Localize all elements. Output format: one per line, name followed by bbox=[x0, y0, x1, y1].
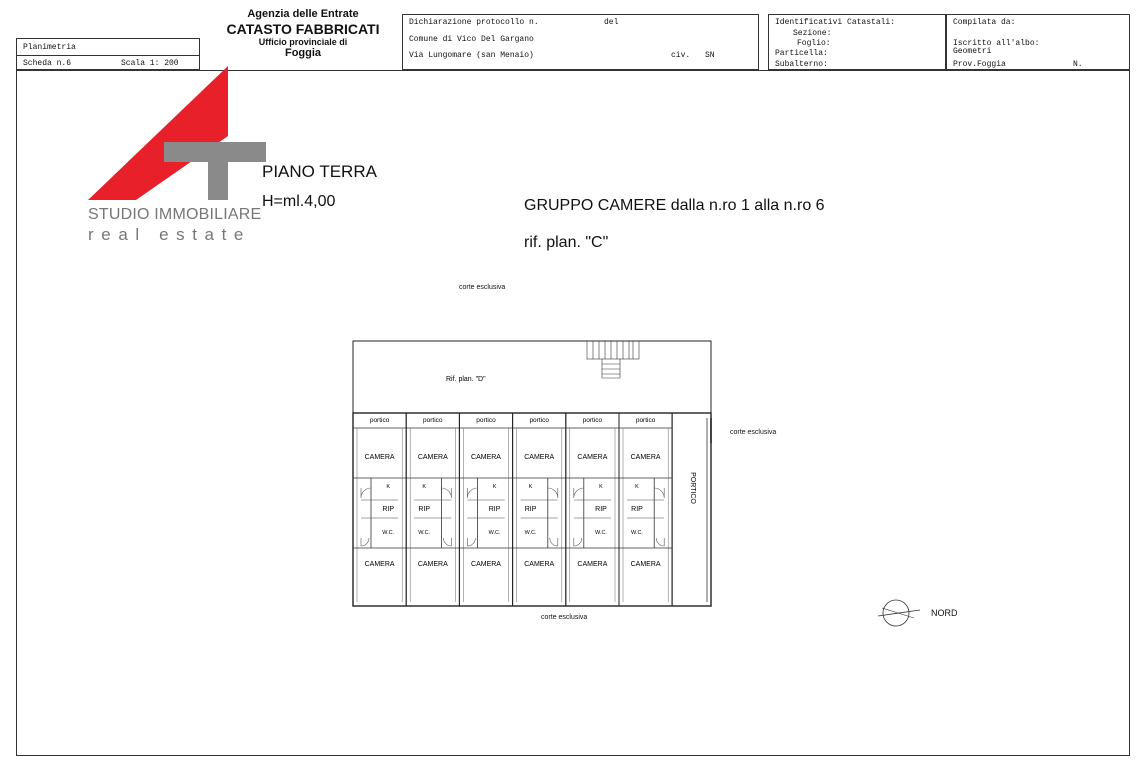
catasto-title: CATASTO FABBRICATI bbox=[226, 21, 380, 37]
floor-plan bbox=[350, 338, 720, 612]
subalterno-label: Subalterno: bbox=[775, 60, 828, 69]
profession-label: Geometri bbox=[953, 47, 992, 56]
logo-studio-text: STUDIO IMMOBILIARE bbox=[88, 206, 262, 223]
unit-outline bbox=[459, 413, 512, 606]
address-label: Via Lungomare (san Menaio) bbox=[409, 51, 534, 60]
door-arc-icon bbox=[656, 538, 664, 546]
corte-top-label: corte esclusiva bbox=[459, 284, 506, 291]
room-unit-6 bbox=[619, 413, 672, 606]
unit-rip-label: RIP bbox=[524, 506, 537, 513]
unit-outline bbox=[406, 413, 459, 606]
comune-label: Comune di Vico Del Gargano bbox=[409, 35, 534, 44]
door-arc-icon bbox=[361, 488, 371, 498]
protocol-label: Dichiarazione protocollo n. bbox=[409, 18, 539, 27]
upper-area bbox=[353, 341, 711, 413]
unit-outline bbox=[353, 413, 406, 606]
del-label: del bbox=[604, 18, 619, 27]
door-arc-icon bbox=[654, 488, 664, 498]
scale-label: Scala 1: 200 bbox=[121, 59, 179, 68]
room-unit-1 bbox=[353, 413, 406, 606]
unit-room-bottom-label: CAMERA bbox=[524, 561, 555, 568]
unit-room-bottom-label: CAMERA bbox=[364, 561, 395, 568]
side-portico-label: PORTICO bbox=[689, 472, 696, 504]
rooms-layer bbox=[353, 413, 672, 606]
unit-room-top-label: CAMERA bbox=[630, 454, 661, 461]
unit-porch-label: portico bbox=[423, 417, 443, 424]
height-label: H=ml.4,00 bbox=[262, 193, 336, 210]
unit-rip-label: RIP bbox=[418, 506, 431, 513]
unit-room-top-label: CAMERA bbox=[471, 454, 501, 461]
door-arc-icon bbox=[548, 488, 558, 498]
unit-room-bottom-label: CAMERA bbox=[630, 561, 661, 568]
unit-k-label: K bbox=[386, 484, 391, 490]
foglio-label: Foglio: bbox=[797, 39, 831, 48]
unit-k-label: K bbox=[492, 484, 497, 490]
particella-label: Particella: bbox=[775, 49, 828, 58]
cadastral-title: Identificativi Catastali: bbox=[775, 18, 896, 27]
compiler-title: Compilata da: bbox=[953, 18, 1016, 27]
unit-room-top-label: CAMERA bbox=[364, 454, 395, 461]
unit-wc-label: W.C. bbox=[488, 530, 501, 536]
logo-grey-stem bbox=[208, 142, 228, 200]
civ-label: civ. bbox=[671, 51, 691, 60]
corte-bottom-label: corte esclusiva bbox=[541, 614, 588, 621]
unit-wc-label: W.C. bbox=[631, 530, 643, 536]
door-arc-icon bbox=[443, 538, 451, 546]
north-arrow-icon bbox=[874, 598, 924, 628]
room-unit-2 bbox=[406, 413, 459, 606]
unit-rip-label: RIP bbox=[382, 506, 395, 513]
sheet-number: Scheda n.6 bbox=[23, 59, 72, 68]
logo-real-estate-text: real estate bbox=[88, 225, 251, 244]
unit-porch-label: portico bbox=[635, 417, 656, 424]
unit-rip-label: RIP bbox=[595, 506, 607, 513]
unit-k-label: K bbox=[422, 484, 427, 490]
room-unit-5 bbox=[566, 413, 619, 606]
province-label: Prov.Foggia bbox=[953, 60, 1006, 69]
unit-wc-label: W.C. bbox=[524, 530, 537, 536]
door-arc-icon bbox=[574, 538, 582, 546]
unit-room-bottom-label: CAMERA bbox=[471, 561, 501, 568]
unit-rip-label: RIP bbox=[631, 506, 643, 513]
cadastral-box bbox=[768, 14, 946, 70]
unit-porch-label: portico bbox=[476, 417, 496, 424]
door-arc-icon bbox=[550, 538, 558, 546]
unit-porch-label: portico bbox=[369, 417, 390, 424]
unit-porch-label: portico bbox=[582, 417, 603, 424]
sezione-label: Sezione: bbox=[793, 29, 832, 38]
civ-value: SN bbox=[705, 51, 715, 60]
unit-rip-label: RIP bbox=[488, 506, 501, 513]
upper-area-reference: Rif. plan. "D" bbox=[446, 376, 486, 383]
unit-wc-label: W.C. bbox=[418, 530, 431, 536]
unit-outline bbox=[566, 413, 619, 606]
unit-wc-label: W.C. bbox=[595, 530, 607, 536]
header-left-divider bbox=[17, 55, 199, 56]
logo-red-triangle bbox=[88, 66, 228, 200]
compiler-box bbox=[946, 14, 1130, 70]
unit-k-label: K bbox=[528, 484, 533, 490]
door-arc-icon bbox=[574, 488, 584, 498]
unit-k-label: K bbox=[635, 484, 639, 490]
registration-number-label: N. bbox=[1073, 60, 1083, 69]
unit-outline bbox=[513, 413, 566, 606]
north-label: NORD bbox=[931, 608, 958, 618]
plan-reference: rif. plan. "C" bbox=[524, 234, 609, 251]
agency-block bbox=[210, 8, 396, 59]
corte-right-label: corte esclusiva bbox=[730, 429, 777, 436]
planimetria-label: Planimetria bbox=[23, 43, 76, 52]
unit-porch-label: portico bbox=[529, 417, 549, 424]
unit-room-top-label: CAMERA bbox=[577, 454, 608, 461]
unit-room-bottom-label: CAMERA bbox=[417, 561, 448, 568]
unit-wc-label: W.C. bbox=[382, 530, 395, 536]
albo-label: Iscritto all'albo: bbox=[953, 39, 1040, 48]
unit-room-bottom-label: CAMERA bbox=[577, 561, 608, 568]
agency-name: Agenzia delle Entrate bbox=[247, 8, 359, 20]
staircase bbox=[587, 341, 639, 378]
group-title: GRUPPO CAMERE dalla n.ro 1 alla n.ro 6 bbox=[524, 197, 825, 214]
unit-room-top-label: CAMERA bbox=[417, 454, 448, 461]
door-arc-icon bbox=[467, 488, 477, 498]
door-arc-icon bbox=[467, 538, 475, 546]
room-unit-4 bbox=[513, 413, 566, 606]
door-arc-icon bbox=[441, 488, 451, 498]
door-arc-icon bbox=[361, 538, 369, 546]
declaration-box bbox=[402, 14, 759, 70]
side-portico bbox=[672, 413, 711, 606]
office-city: Foggia bbox=[284, 47, 322, 59]
floor-title: PIANO TERRA bbox=[262, 162, 377, 181]
unit-k-label: K bbox=[599, 484, 603, 490]
office-label: Ufficio provinciale di bbox=[258, 37, 348, 47]
unit-outline bbox=[619, 413, 672, 606]
unit-room-top-label: CAMERA bbox=[524, 454, 555, 461]
studio-logo bbox=[84, 64, 274, 214]
room-unit-3 bbox=[459, 413, 512, 606]
